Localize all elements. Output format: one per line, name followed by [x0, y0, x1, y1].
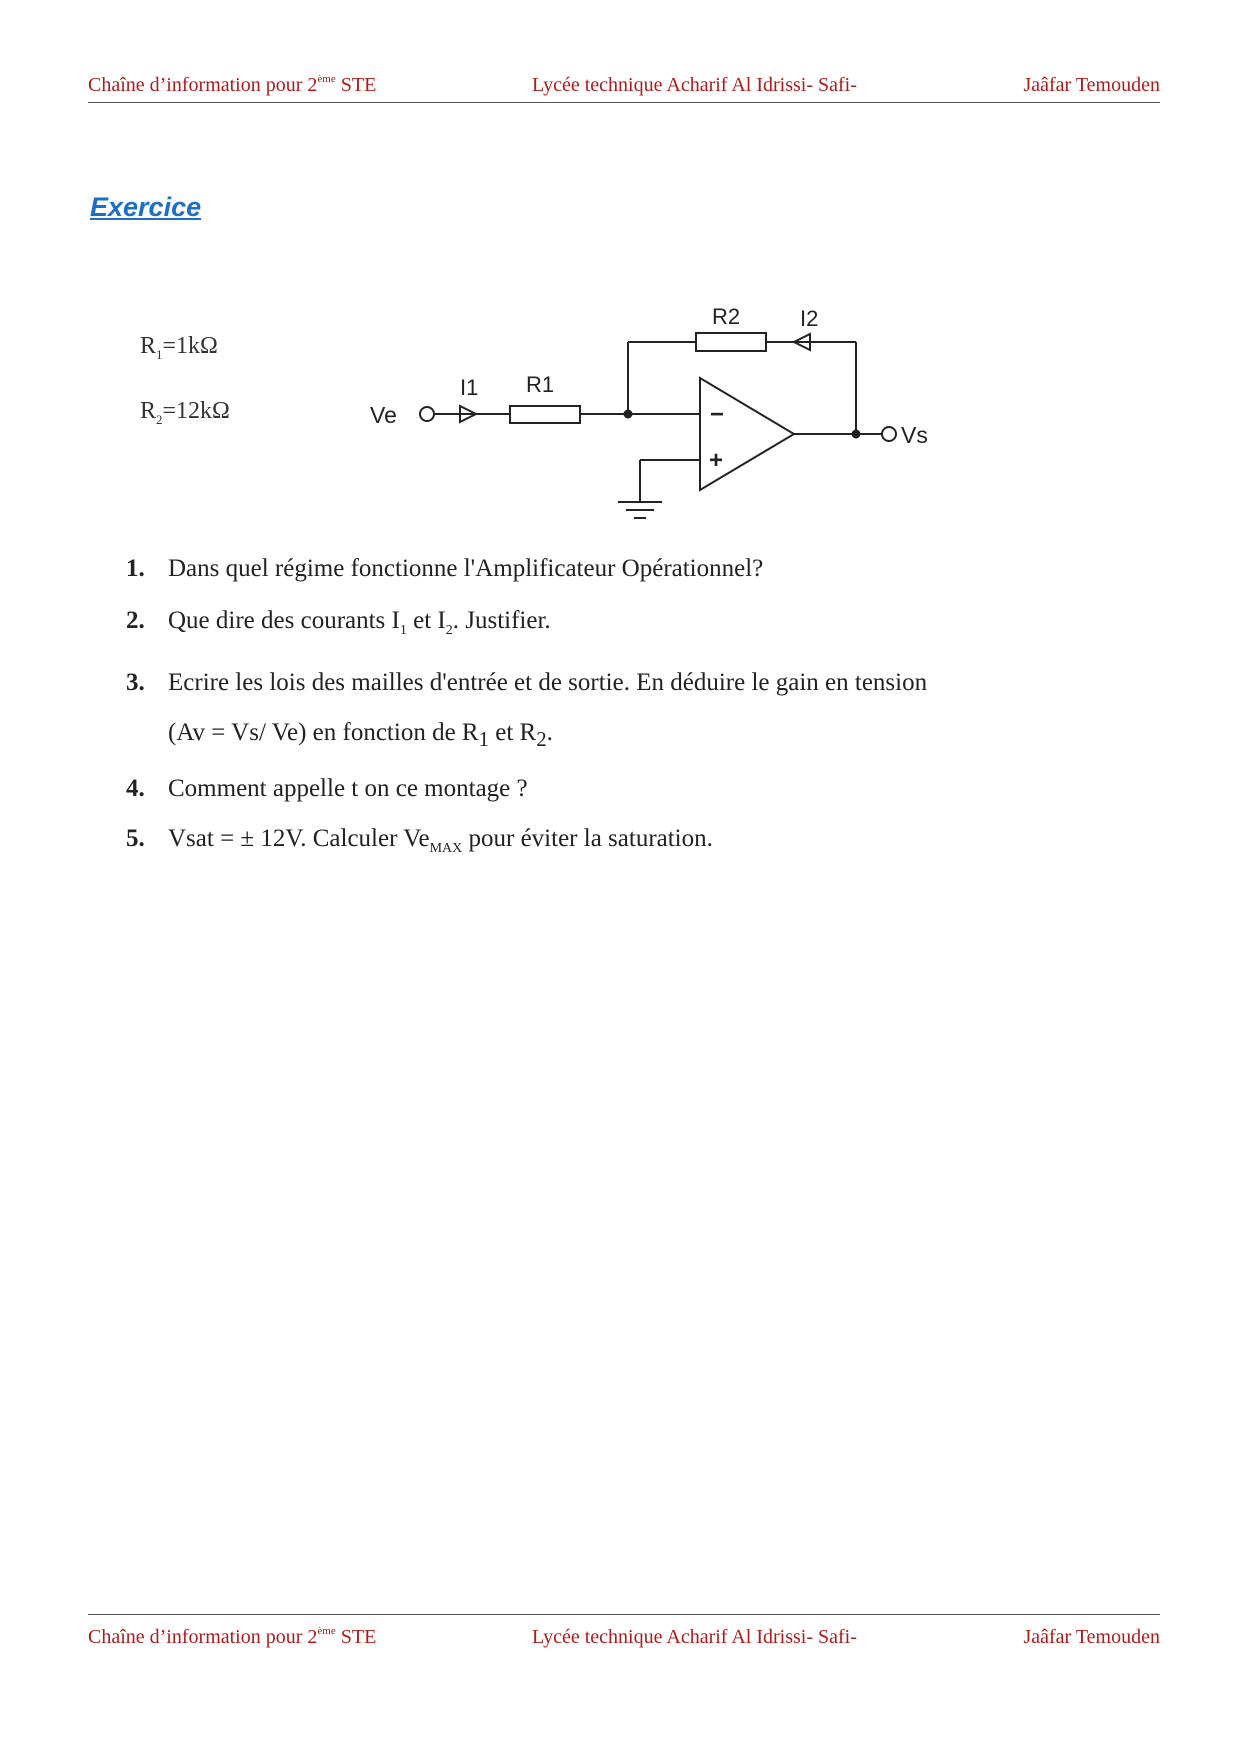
- resistor-values: [140, 318, 230, 448]
- page-title: Exercice: [90, 192, 202, 222]
- footer-rule: [88, 1614, 1160, 1615]
- output-junction-dot: [852, 430, 861, 439]
- question-3: 3. Ecrire les lois des mailles d'entrée et de sortie. En déduire le gain en tension: [126, 669, 928, 696]
- question-3-continuation: (Av = Vs/ Ve) en fonction de $R_1$ et $R_2$.: [168, 719, 553, 751]
- header-school: Lycée technique Acharif Al Idrissi- Safi-: [532, 74, 857, 96]
- r1-label: R1: [526, 372, 555, 397]
- input-junction-dot: [624, 410, 633, 419]
- i1-label: I1: [460, 375, 479, 400]
- vs-terminal: [882, 427, 896, 441]
- ground-symbol: [618, 502, 662, 518]
- question-4: 4. Comment appelle t on ce montage ?: [126, 775, 528, 802]
- r1-resistor: [510, 406, 580, 423]
- question-list: [126, 544, 1126, 874]
- r2-label: R2: [712, 304, 741, 329]
- r1-value: $R_1=1k\Omega$: [140, 333, 218, 362]
- header-author: Jaâfar Temouden: [1023, 74, 1160, 96]
- non-inverting-sign: +: [709, 447, 724, 474]
- inverting-amplifier-circuit: [360, 290, 980, 530]
- ve-label: Ve: [370, 402, 397, 428]
- r2-value: $R_2=12k\Omega$: [140, 397, 230, 427]
- footer-school: Lycée technique Acharif Al Idrissi- Safi-: [532, 1626, 857, 1648]
- header-rule: [88, 102, 1160, 103]
- footer-course: Chaîne d’information pour 2ème STE: [88, 1625, 377, 1648]
- header-course: Chaîne d’information pour 2ème STE: [88, 73, 377, 96]
- r2-resistor: [696, 333, 766, 351]
- ve-terminal: [420, 407, 434, 421]
- i2-label: I2: [800, 306, 819, 331]
- question-2: 2. Que dire des courants $I_1$ et $I_2$. Justifier.: [126, 607, 551, 638]
- vs-label: Vs: [901, 422, 928, 448]
- question-1: 1. Dans quel régime fonctionne l'Amplificateur Opérationnel?: [126, 555, 764, 582]
- question-5: 5. Vsat = ± 12V. Calculer $Ve_{MAX}$ pour éviter la saturation.: [126, 825, 713, 856]
- footer-author: Jaâfar Temouden: [1023, 1626, 1160, 1648]
- inverting-sign: −: [710, 401, 725, 428]
